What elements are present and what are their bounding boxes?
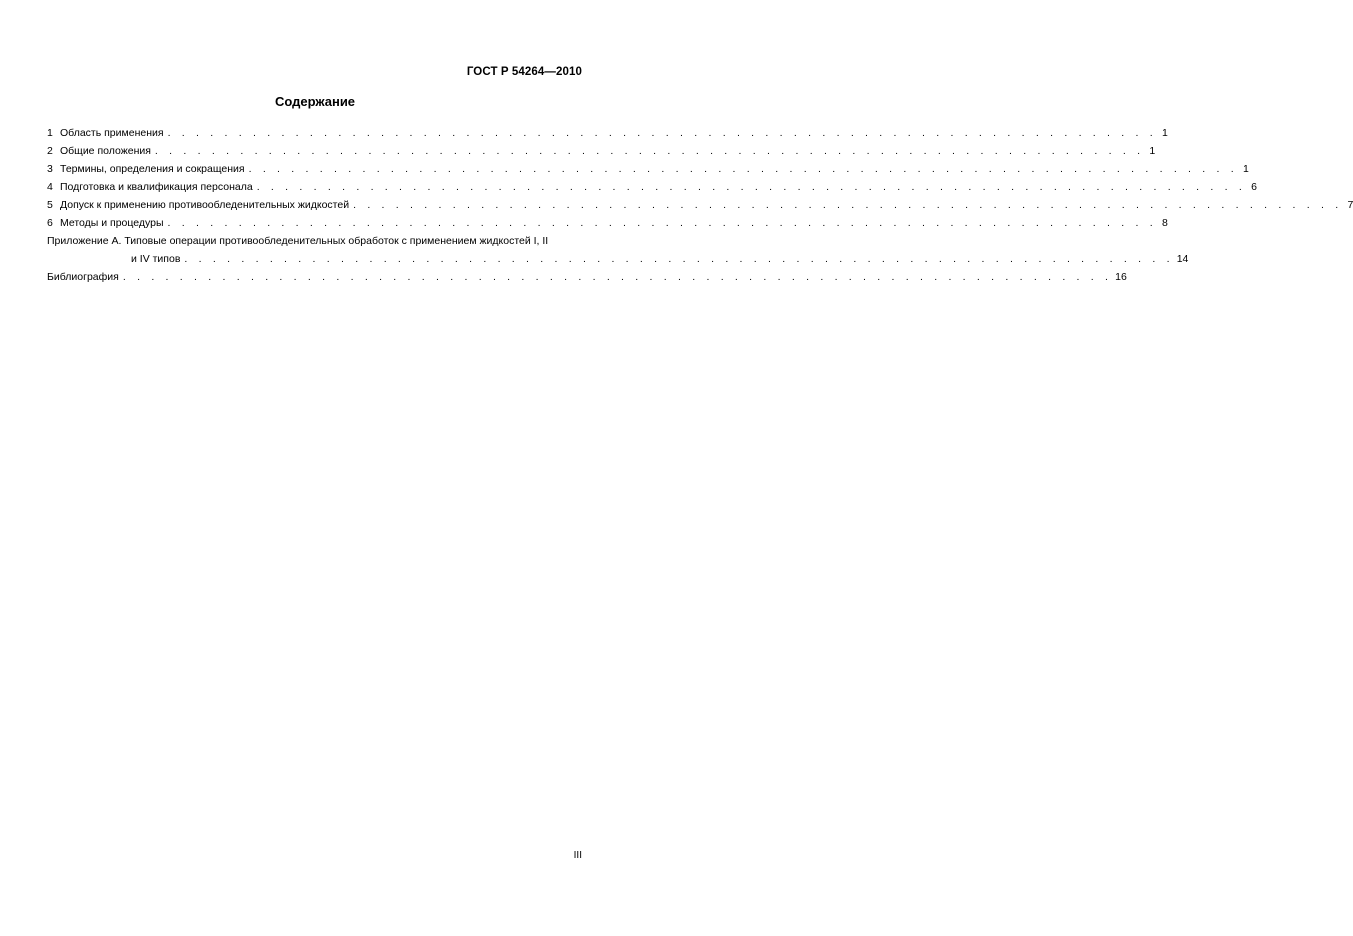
page-number: III — [573, 850, 582, 861]
toc-item-page: 1 — [1243, 163, 1249, 175]
toc-item-text: Область применения — [60, 127, 164, 139]
toc-item-number: 4 — [47, 181, 53, 193]
toc-item-page: 6 — [1251, 181, 1257, 193]
toc-bibliography[interactable] — [47, 268, 1127, 286]
toc-item-number: 6 — [47, 217, 53, 229]
toc-item-text: Методы и процедуры — [60, 217, 164, 229]
toc-item-1[interactable] — [47, 124, 1168, 142]
toc-item-6[interactable] — [47, 214, 1168, 232]
toc-item-page: 1 — [1149, 145, 1156, 157]
toc-item-text: Допуск к применению противообледенительных жидкостей — [60, 199, 350, 211]
table-of-contents — [47, 124, 1353, 286]
toc-item-text: Термины, определения и сокращения — [60, 163, 245, 175]
toc-item-number: 2 — [47, 145, 53, 157]
toc-annex-title-line1: Приложение А. Типовые операции противообледенительных обработок с применением жидкостей I, II — [47, 235, 549, 247]
toc-item-number: 3 — [47, 163, 53, 175]
toc-item-page: 7 — [1347, 199, 1353, 211]
toc-item-2[interactable] — [47, 142, 1156, 160]
toc-item-text: Общие положения — [60, 145, 151, 157]
toc-leader-dots: . . . . . . . . . . . . . . . . . . . . . . . . . . . . . . . . . . . . . . . . . . . . . . . . . . . . . . . . . . . . . . . . . . . . . . — [248, 163, 1238, 175]
toc-bibliography-text: Библиография — [47, 271, 119, 283]
toc-item-page: 8 — [1162, 217, 1168, 229]
document-code: ГОСТ Р 54264—2010 — [466, 66, 582, 78]
toc-item-page: 16 — [1115, 271, 1127, 283]
toc-item-3[interactable] — [47, 160, 1249, 178]
toc-leader-dots: . . . . . . . . . . . . . . . . . . . . . . . . . . . . . . . . . . . . . . . . . . . . . . . . . . . . . . . . . . . . . . . . . . . . . . — [256, 181, 1246, 193]
toc-annex-title-line2: и IV типов — [131, 253, 181, 265]
toc-title: Содержание — [274, 94, 356, 109]
toc-leader-dots: . . . . . . . . . . . . . . . . . . . . . . . . . . . . . . . . . . . . . . . . . . . . . . . . . . . . . . . . . . . . . . . . . . . . . . — [167, 217, 1157, 229]
toc-annex-a[interactable] — [47, 232, 584, 250]
toc-item-number: 5 — [47, 199, 53, 211]
toc-item-text: Подготовка и квалификация персонала — [60, 181, 253, 193]
toc-annex-a-continuation[interactable] — [47, 250, 1189, 268]
toc-leader-dots: . . . . . . . . . . . . . . . . . . . . . . . . . . . . . . . . . . . . . . . . . . . . . . . . . . . . . . . . . . . . . . . . . . . . . . — [353, 199, 1343, 211]
toc-item-4[interactable] — [47, 178, 1257, 196]
toc-item-number: 1 — [47, 127, 53, 139]
toc-item-page: 1 — [1162, 127, 1168, 139]
toc-item-page: 14 — [1176, 253, 1189, 265]
toc-leader-dots: . . . . . . . . . . . . . . . . . . . . . . . . . . . . . . . . . . . . . . . . . . . . . . . . . . . . . . . . . . . . . . . . . . . . . . — [184, 253, 1174, 265]
toc-leader-dots: . . . . . . . . . . . . . . . . . . . . . . . . . . . . . . . . . . . . . . . . . . . . . . . . . . . . . . . . . . . . . . . . . . . . . . — [122, 271, 1113, 283]
toc-leader-dots: . . . . . . . . . . . . . . . . . . . . . . . . . . . . . . . . . . . . . . . . . . . . . . . . . . . . . . . . . . . . . . . . . . . . . . — [167, 127, 1157, 139]
toc-item-5[interactable] — [47, 196, 1353, 214]
toc-leader-dots: . . . . . . . . . . . . . . . . . . . . . . . . . . . . . . . . . . . . . . . . . . . . . . . . . . . . . . . . . . . . . . . . . . . . . . — [154, 145, 1145, 157]
